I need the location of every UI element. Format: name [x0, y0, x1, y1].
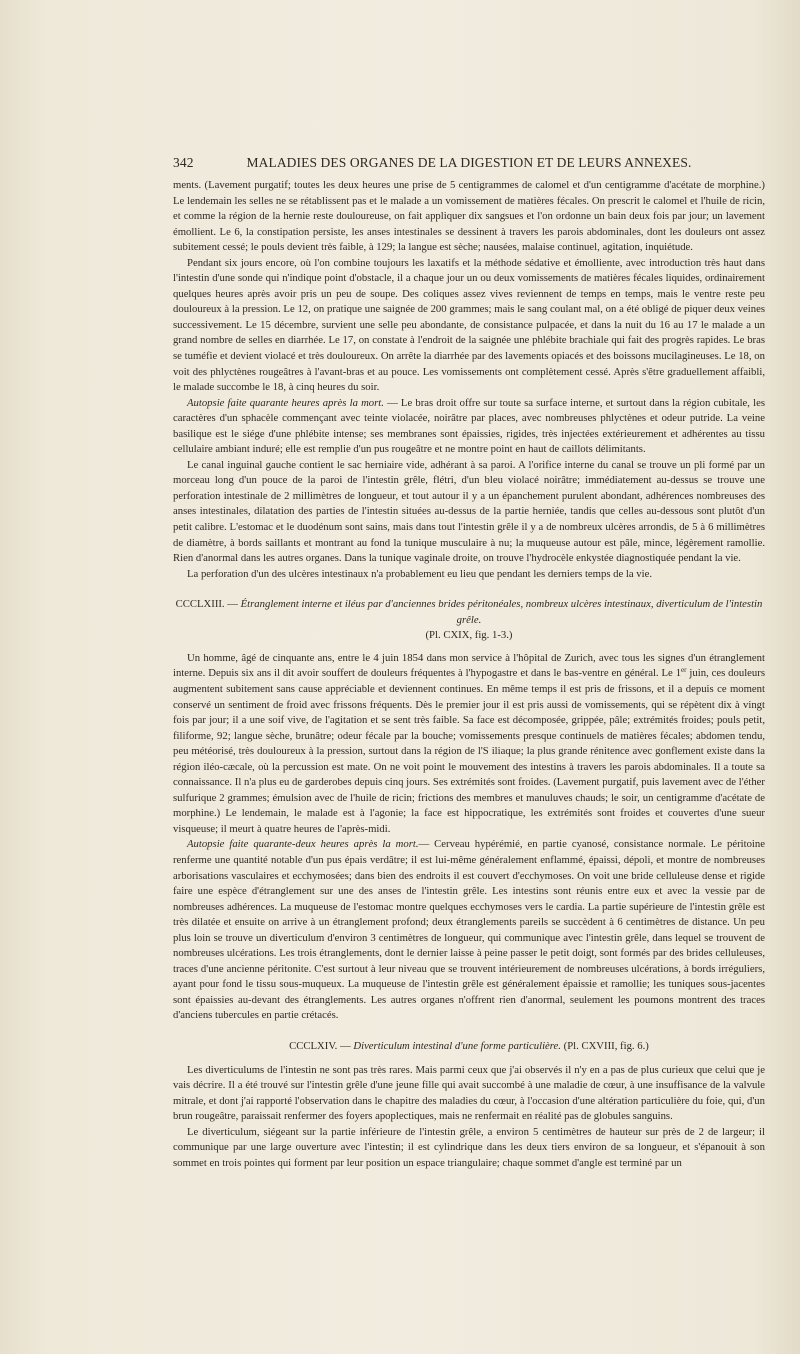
autopsy-lead: Autopsie faite quarante-deux heures après la mort. — [187, 838, 419, 851]
autopsy-lead: Autopsie faite quarante heures après la mort. — [187, 396, 384, 409]
paragraph: ments. (Lavement purgatif; toutes les deux heures une prise de 5 centigrammes de calomel et d'un centigramme d'acétate de morphine.) Le lendemain les selles ne se rétablissent pas et le malade a un vomissement de matières fécales. On prescrit le calomel et l'huile de ricin, et comme la région de la hernie reste douloureuse, on fait appliquer dix sangsues et l'on ordonne un bain deux fois par jour; un lavement émollient. Le 6, la constipation persiste, les anses intestinales se dessinent à travers les parois abdominales, dont les douleurs ont assez subitement cessé; le pouls devient très faible, à 129; la langue est sèche; nausées, malaise continuel, agitation, inquiétude. — [173, 179, 765, 254]
observation-number: CCCLXIII. — — [175, 598, 241, 611]
paragraph: La perforation d'un des ulcères intestinaux n'a probablement eu lieu que pendant les derniers temps de la vie. — [187, 567, 653, 580]
body-text — [173, 178, 765, 1171]
running-header — [173, 155, 765, 173]
paragraph-text: — Le bras droit offre sur toute sa surface interne, et surtout dans la région cubitale, les caractères d'un sphacèle commençant avec teinte violacée, noirâtre par places, avec nombreuses phlyctènes et odeur putride. La veine basilique est le siége d'une phlébite intense; ses membranes sont épaissies, rigides, très injectées extérieurement et adhérentes au tissu cellulaire ambiant induré; elle est remplie d'un pus rougeâtre et ne montre point en haut de caillots délimitants. — [173, 396, 765, 456]
paragraph — [173, 651, 765, 838]
superscript: er — [681, 666, 687, 675]
paragraph: Les diverticulums de l'intestin ne sont pas très rares. Mais parmi ceux que j'ai observés il n'y en a pas de plus curieux que celui que je vais décrire. Il a été trouvé sur l'intestin grêle d'une jeune fille qui avait succombé à une maladie de cœur, à une insuffisance de la valvule mitrale, et dont j'ai rapporté l'observation dans le chapitre des maladies du cœur, à l'occasion d'une altération particulière du foie, qui, d'un brun rougeâtre, paraissait renfermer des foyers apoplectiques, mais ne renfermait en réalité pas de globules sanguins. — [173, 1063, 765, 1123]
observation-number: CCCLXIV. — — [289, 1039, 354, 1052]
page-number: 342 — [173, 155, 194, 170]
paragraph — [173, 396, 765, 458]
paragraph-text: — Cerveau hypérémié, en partie cyanosé, consistance normale. Le péritoine renferme une quantité notable d'un pus épais verdâtre; il est lui-même généralement enflammé, épaissi, dépoli, et montre de nombreuses arborisations vasculaires et ecchymosées; dans bien des endroits il est couvert d'ecchymoses. On voit une bride celluleuse dense et rigide faire une espèce d'étranglement sur une des anses de l'intestin grêle. Les intestins sont réunis entre eux et avec la vessie par de nombreuses adhérences. La muqueuse de l'estomac montre quelques ecchymoses vers le cardia. La partie supérieure de l'intestin grêle est très dilatée et ensuite on arrive à un étranglement profond; deux étranglements pareils se succèdent à 6 centimètres de distance. Un peu plus loin se trouve un diverticulum d'environ 3 centimètres de longueur, qui communique avec l'intestin grêle, dans lequel se trouvent de nombreuses ulcérations. Les trois étranglements, dont le dernier laisse à peine passer le petit doigt, sont formés par des brides celluleuses, traces d'une ancienne péritonite. C'est surtout à leur niveau que se trouvent intérieurement de nombreuses ulcérations, à bords irréguliers, ayant pour fond le tissu sous-muqueux. La muqueuse de l'intestin grêle est généralement épaissie et ramollie; les tuniques sous-jacentes sont épaissies au-devant des étranglements. Les autres organes n'offrent rien d'anormal, seulement les poumons montrent des traces d'anciens tubercules en partie crétacés. — [173, 838, 765, 1022]
paragraph: Pendant six jours encore, où l'on combine toujours les laxatifs et la méthode sédative et émolliente, avec introduction très haut dans l'intestin d'une sonde qui n'indique point d'obstacle, il a chaque jour un ou deux vomissements de matières fécales liquides, ordinairement quelques heures après avoir pris un peu de soupe. Des coliques assez vives reviennent de temps en temps, mais le ventre reste peu douloureux à la pression. Le 12, on pratique une saignée de 200 grammes; mais le sang coulant mal, on a été obligé de piquer deux veines successivement. Le 15 décembre, survient une selle peu abondante, de consistance pulpacée, et dans la nuit du 16 au 17 le malade a un grand nombre de selles en diarrhée. Le 17, on constate à l'endroit de la saignée une phlébite brachiale qui fait des progrès rapides. Le bras se tuméfie et devient violacé et très douloureux. On arrête la diarrhée par des lavements opiacés et des boissons mucilagineuses. Le 18, on voit des phlyctènes rougeâtres à l'avant-bras et au pouce. Les vomissements ont complètement cessé. Après s'être graduellement affaibli, le malade succombe le 18, à cinq heures du soir. — [173, 256, 765, 394]
running-title: MALADIES DES ORGANES DE LA DIGESTION ET DE LEURS ANNEXES. — [246, 155, 692, 170]
observation-heading — [173, 597, 765, 628]
paragraph-text: juin, ces douleurs augmentent subitement sans cause appréciable et deviennent continues. En même temps il est pris de frissons, et il a depuis ce moment conservé un sentiment de froid avec frissons fréquents. Dès le premier jour il est pris aussi de vomissements, qui se répètent dix à vingt fois par jour; il a une soif vive, de l'agitation et se sent très faible. Sa face est décomposée, grippée, pâle; extrémités froides; pouls petit, filiforme, 92; langue sèche, brunâtre; odeur fécale par la bouche; vomissements presque continuels de matières fécales; abdomen tendu, peu météorisé, très douloureux à la pression, surtout dans la région de l'S iliaque; la plus grande rénitence avec gonflement existe dans la région iléo-cæcale, où la percussion est mate. On ne voit point le mouvement des intestins à travers les parois abdominales. Il a toute sa connaissance. Il n'a plus eu de garderobes depuis cinq jours. Ses extrémités sont froides. (Lavement purgatif, puis lavement avec de l'éther sulfurique 2 grammes; émulsion avec de l'huile de ricin; frictions des membres et manuluves chauds; le soir, un centigramme d'acétate de morphine.) Le lendemain, le malade est à l'agonie; la face est hippocratique, les extrémités sont froides et couvertes d'une sueur visqueuse; il meurt à quatre heures de l'après-midi. — [173, 667, 765, 835]
observation-heading — [173, 1039, 765, 1055]
paragraph — [173, 837, 765, 1024]
paragraph: Le diverticulum, siégeant sur la partie inférieure de l'intestin grêle, a environ 5 centimètres de hauteur sur près de 2 de largeur; il communique par une large ouverture avec l'intestin; il est cylindrique dans les deux tiers environ de sa longueur, et s'épanouit à son sommet en trois pointes qui forment par leur position un espace triangulaire; chaque sommet d'angle est terminé par un — [173, 1125, 765, 1169]
plate-reference: (Pl. CXIX, fig. 1-3.) — [425, 629, 513, 642]
paragraph: Le canal inguinal gauche contient le sac herniaire vide, adhérant à sa paroi. A l'orifice interne du canal se trouve un pli formé par un morceau long d'un pouce de la paroi de l'intestin grêle, flétri, d'un bleu violacé noirâtre; immédiatement au-dessus se trouve une perforation intestinale de 2 millimètres de longueur, et tout autour il y a un épanchement purulent abondant, adhérences nombreuses des anses intestinales, dilatation des parties de l'intestin situées au-dessus de la partie herniée, tandis que celles au-dessous sont plutôt d'un petit calibre. L'estomac et le duodénum sont sains, mais dans tout l'intestin grêle il y a de nombreux ulcères arrondis, de 5 à 6 millimètres de diamètre, à bords saillants et montrant au fond la tunique musculaire à nu; la muqueuse autour est pâle, mince, légèrement ramollie. Rien d'anormal dans les autres organes. Dans la tunique vaginale droite, on trouve l'hydrocèle enkystée diagnostiquée pendant la vie. — [173, 458, 765, 565]
plate-reference: (Pl. CXVIII, fig. 6.) — [560, 1039, 649, 1052]
paragraph-text: Un homme, âgé de cinquante ans, entre le 4 juin 1854 dans mon service à l'hôpital de Zurich, avec tous les signes d'un étranglement interne. Depuis six ans il dit avoir souffert de douleurs fréquentes à l'hypogastre et dans le bas-ventre en général. Le 1 — [173, 651, 765, 680]
observation-title: Étranglement interne et iléus par d'anciennes brides péritonéales, nombreux ulcères intestinaux, diverticulum de l'intestin grêle. — [240, 598, 763, 626]
observation-title: Diverticulum intestinal d'une forme particulière. — [353, 1039, 561, 1052]
